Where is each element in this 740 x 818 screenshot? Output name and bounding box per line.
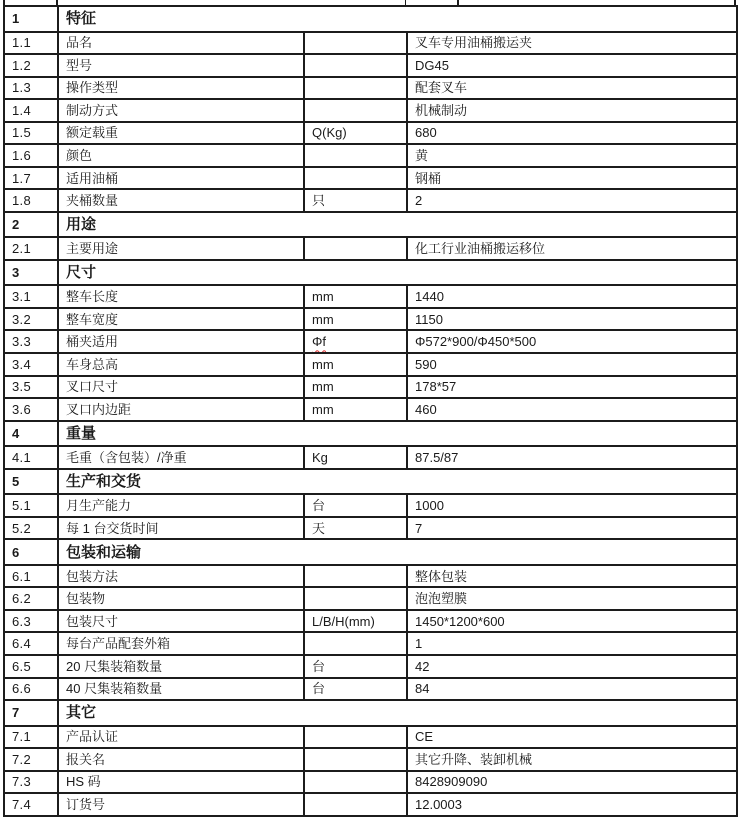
- table-row: [4, 99, 737, 122]
- unit-cell: [304, 32, 407, 55]
- unit-cell: [304, 565, 407, 588]
- label-cell: 整车宽度: [58, 308, 304, 331]
- label-cell: 车身总高: [58, 353, 304, 376]
- section-title-cell: 包装和运输: [58, 539, 737, 565]
- label-cell: 月生产能力: [58, 494, 304, 517]
- unit-cell: [304, 77, 407, 100]
- table-row: [4, 285, 737, 308]
- section-title-cell: 用途: [58, 212, 737, 238]
- unit-cell: mm: [304, 376, 407, 399]
- section-number-cell: 4: [4, 421, 58, 447]
- unit-cell: 台: [304, 494, 407, 517]
- table-row: [4, 517, 737, 540]
- unit-cell: [304, 99, 407, 122]
- value-cell: 87.5/87: [407, 446, 737, 469]
- section-row: [4, 421, 737, 447]
- row-number-cell: 6.3: [4, 610, 58, 633]
- label-cell: 每 1 台交货时间: [58, 517, 304, 540]
- value-cell: 泡泡塑膜: [407, 587, 737, 610]
- row-number-cell: 7.3: [4, 771, 58, 794]
- label-cell: 操作类型: [58, 77, 304, 100]
- table-row: [4, 771, 737, 794]
- row-number-cell: 1.6: [4, 144, 58, 167]
- value-cell: 其它升降、装卸机械: [407, 748, 737, 771]
- section-number-cell: 3: [4, 260, 58, 286]
- row-number-cell: 3.2: [4, 308, 58, 331]
- label-cell: 每台产品配套外箱: [58, 632, 304, 655]
- value-cell: 机械制动: [407, 99, 737, 122]
- table-row: [4, 748, 737, 771]
- row-number-cell: 3.5: [4, 376, 58, 399]
- section-title-cell: 特征: [58, 6, 737, 32]
- row-number-cell: 1.2: [4, 54, 58, 77]
- label-cell: 品名: [58, 32, 304, 55]
- section-row: [4, 469, 737, 495]
- value-cell: 配套叉车: [407, 77, 737, 100]
- unit-cell: 只: [304, 189, 407, 212]
- label-cell: 毛重（含包装）/净重: [58, 446, 304, 469]
- label-cell: 订货号: [58, 793, 304, 816]
- value-cell: 590: [407, 353, 737, 376]
- unit-cell: [304, 167, 407, 190]
- row-number-cell: 1.3: [4, 77, 58, 100]
- section-row: [4, 6, 737, 32]
- unit-cell: Φf: [304, 330, 407, 353]
- row-number-cell: 2.1: [4, 237, 58, 260]
- unit-cell: Kg: [304, 446, 407, 469]
- value-cell: 460: [407, 398, 737, 421]
- label-cell: 夹桶数量: [58, 189, 304, 212]
- unit-cell: [304, 144, 407, 167]
- row-number-cell: 1.8: [4, 189, 58, 212]
- value-cell: 8428909090: [407, 771, 737, 794]
- unit-cell: [304, 587, 407, 610]
- row-number-cell: 4.1: [4, 446, 58, 469]
- table-row: [4, 565, 737, 588]
- section-title-cell: 尺寸: [58, 260, 737, 286]
- section-title-cell: 其它: [58, 700, 737, 726]
- unit-cell: [304, 748, 407, 771]
- unit-cell: mm: [304, 353, 407, 376]
- section-number-cell: 5: [4, 469, 58, 495]
- spec-table: [3, 5, 738, 817]
- value-cell: CE: [407, 726, 737, 749]
- label-cell: 40 尺集装箱数量: [58, 678, 304, 701]
- table-row: [4, 632, 737, 655]
- unit-cell: L/B/H(mm): [304, 610, 407, 633]
- label-cell: 主要用途: [58, 237, 304, 260]
- value-cell: 1150: [407, 308, 737, 331]
- section-number-cell: 7: [4, 700, 58, 726]
- row-number-cell: 5.2: [4, 517, 58, 540]
- row-number-cell: 5.1: [4, 494, 58, 517]
- row-number-cell: 1.5: [4, 122, 58, 145]
- value-cell: 叉车专用油桶搬运夹: [407, 32, 737, 55]
- label-cell: 叉口内边距: [58, 398, 304, 421]
- value-cell: DG45: [407, 54, 737, 77]
- row-number-cell: 3.4: [4, 353, 58, 376]
- value-cell: 化工行业油桶搬运移位: [407, 237, 737, 260]
- row-number-cell: 6.5: [4, 655, 58, 678]
- value-cell: 1450*1200*600: [407, 610, 737, 633]
- label-cell: HS 码: [58, 771, 304, 794]
- unit-cell: [304, 726, 407, 749]
- label-cell: 产品认证: [58, 726, 304, 749]
- label-cell: 包装物: [58, 587, 304, 610]
- section-row: [4, 260, 737, 286]
- section-row: [4, 212, 737, 238]
- label-cell: 适用油桶: [58, 167, 304, 190]
- value-cell: 84: [407, 678, 737, 701]
- row-number-cell: 6.6: [4, 678, 58, 701]
- row-number-cell: 7.2: [4, 748, 58, 771]
- label-cell: 报关名: [58, 748, 304, 771]
- section-number-cell: 6: [4, 539, 58, 565]
- unit-cell: 台: [304, 655, 407, 678]
- table-row: [4, 793, 737, 816]
- section-number-cell: 1: [4, 6, 58, 32]
- table-row: [4, 655, 737, 678]
- label-cell: 制动方式: [58, 99, 304, 122]
- row-number-cell: 3.1: [4, 285, 58, 308]
- unit-cell: [304, 793, 407, 816]
- row-number-cell: 6.4: [4, 632, 58, 655]
- unit-cell: 台: [304, 678, 407, 701]
- label-cell: 型号: [58, 54, 304, 77]
- row-number-cell: 1.1: [4, 32, 58, 55]
- table-row: [4, 330, 737, 353]
- table-row: [4, 376, 737, 399]
- value-cell: 2: [407, 189, 737, 212]
- value-cell: 178*57: [407, 376, 737, 399]
- table-row: [4, 122, 737, 145]
- label-cell: 颜色: [58, 144, 304, 167]
- table-row: [4, 237, 737, 260]
- table-row: [4, 398, 737, 421]
- table-row: [4, 144, 737, 167]
- unit-cell: [304, 237, 407, 260]
- section-row: [4, 700, 737, 726]
- table-row: [4, 77, 737, 100]
- unit-cell: Q(Kg): [304, 122, 407, 145]
- table-row: [4, 167, 737, 190]
- section-row: [4, 539, 737, 565]
- unit-cell: mm: [304, 308, 407, 331]
- table-row: [4, 32, 737, 55]
- value-cell: 钢桶: [407, 167, 737, 190]
- table-row: [4, 308, 737, 331]
- section-title-cell: 重量: [58, 421, 737, 447]
- row-number-cell: 3.3: [4, 330, 58, 353]
- value-cell: Φ572*900/Φ450*500: [407, 330, 737, 353]
- spec-table-body: [4, 6, 737, 816]
- row-number-cell: 3.6: [4, 398, 58, 421]
- value-cell: 1000: [407, 494, 737, 517]
- row-number-cell: 6.2: [4, 587, 58, 610]
- table-row: [4, 446, 737, 469]
- label-cell: 叉口尺寸: [58, 376, 304, 399]
- label-cell: 桶夹适用: [58, 330, 304, 353]
- table-row: [4, 587, 737, 610]
- label-cell: 包装方法: [58, 565, 304, 588]
- value-cell: 7: [407, 517, 737, 540]
- value-cell: 1: [407, 632, 737, 655]
- label-cell: 额定载重: [58, 122, 304, 145]
- table-row: [4, 726, 737, 749]
- row-number-cell: 7.4: [4, 793, 58, 816]
- value-cell: 1440: [407, 285, 737, 308]
- row-number-cell: 7.1: [4, 726, 58, 749]
- value-cell: 整体包装: [407, 565, 737, 588]
- unit-cell: [304, 632, 407, 655]
- table-row: [4, 353, 737, 376]
- unit-cell: mm: [304, 398, 407, 421]
- unit-cell: mm: [304, 285, 407, 308]
- label-cell: 包装尺寸: [58, 610, 304, 633]
- table-row: [4, 678, 737, 701]
- row-number-cell: 1.7: [4, 167, 58, 190]
- table-row: [4, 494, 737, 517]
- section-title-cell: 生产和交货: [58, 469, 737, 495]
- table-row: [4, 54, 737, 77]
- unit-cell: [304, 54, 407, 77]
- unit-cell: 天: [304, 517, 407, 540]
- label-cell: 整车长度: [58, 285, 304, 308]
- value-cell: 680: [407, 122, 737, 145]
- value-cell: 12.0003: [407, 793, 737, 816]
- row-number-cell: 6.1: [4, 565, 58, 588]
- unit-cell: [304, 771, 407, 794]
- table-row: [4, 610, 737, 633]
- section-number-cell: 2: [4, 212, 58, 238]
- value-cell: 42: [407, 655, 737, 678]
- table-row: [4, 189, 737, 212]
- label-cell: 20 尺集装箱数量: [58, 655, 304, 678]
- value-cell: 黄: [407, 144, 737, 167]
- row-number-cell: 1.4: [4, 99, 58, 122]
